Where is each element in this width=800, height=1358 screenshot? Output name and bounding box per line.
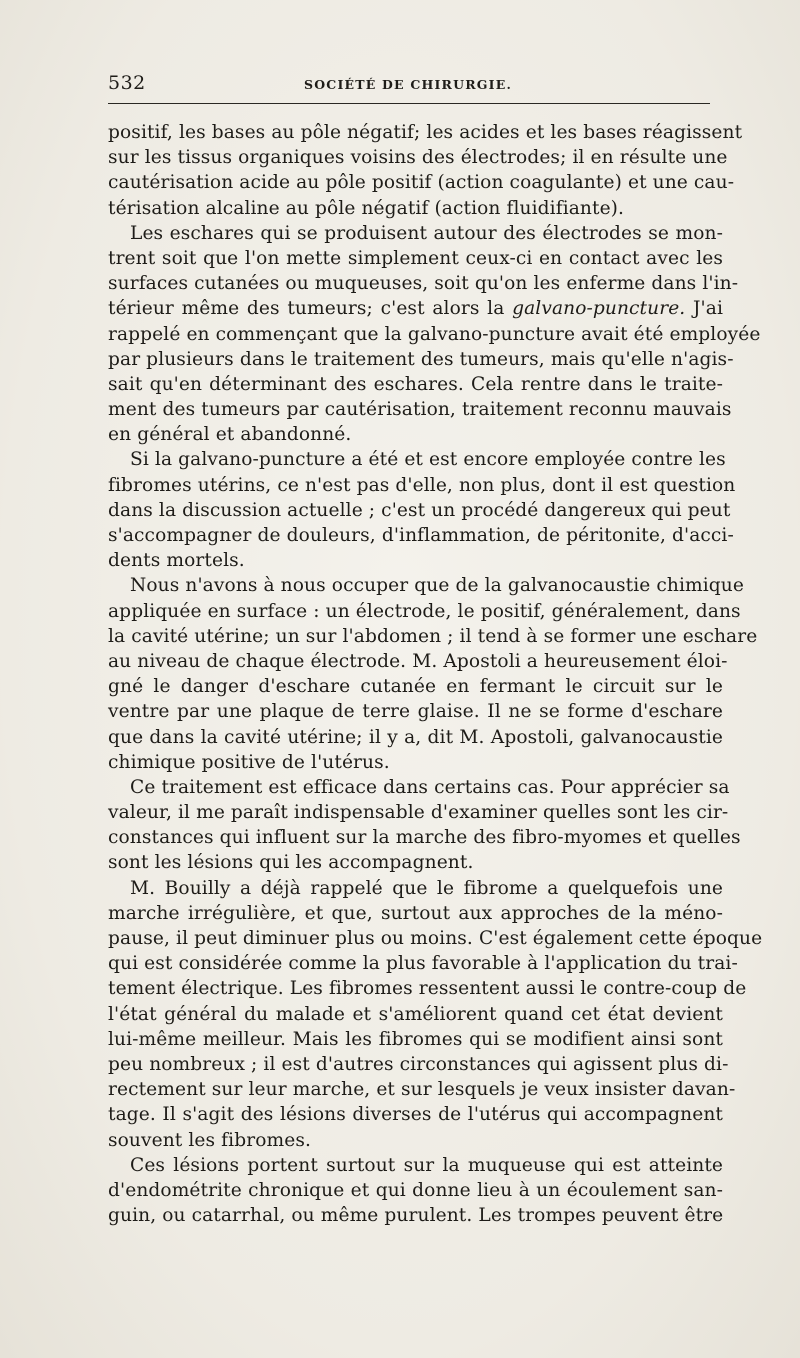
page-number: 532 [108, 72, 146, 94]
text-line: dans la discussion actuelle ; c'est un procédé dangereux qui peut [108, 499, 731, 521]
text-line: Ce traitement est efficace dans certains cas. Pour apprécier sa [130, 776, 730, 798]
text-line: térisation alcaline au pôle négatif (action fluidifiante). [108, 197, 625, 219]
text-line: M. Bouilly a déjà rappelé que le fibrome a quelquefois une [130, 877, 723, 899]
text-line: Si la galvano-puncture a été et est encore employée contre les [130, 449, 726, 471]
text-line: Les eschares qui se produisent autour des électrodes se mon- [130, 222, 723, 244]
body-text [108, 120, 763, 1228]
text-line: dents mortels. [108, 550, 245, 572]
italic-term: galvano-puncture. [512, 298, 686, 320]
text-line: Nous n'avons à nous occuper que de la galvanocaustie chimique [130, 575, 744, 597]
text-line: lui-même meilleur. Mais les fibromes qui se modifient ainsi sont [108, 1028, 723, 1050]
text-line: positif, les bases au pôle négatif; les acides et les bases réagissent [108, 122, 743, 143]
text-line: par plusieurs dans le traitement des tumeurs, mais qu'elle n'agis- [108, 348, 734, 370]
text-line: guin, ou catarrhal, ou même purulent. Les trompes peuvent être [108, 1205, 724, 1227]
text-line: appliquée en surface : un électrode, le positif, généralement, dans [108, 600, 741, 622]
text-line: au niveau de chaque électrode. M. Apostoli a heureusement éloi- [108, 650, 728, 672]
text-line: fibromes utérins, ce n'est pas d'elle, non plus, dont il est question [108, 474, 736, 496]
text-line: l'état général du malade et s'améliorent quand cet état devient [108, 1003, 723, 1025]
text-line: ment des tumeurs par cautérisation, traitement reconnu mauvais [108, 399, 732, 421]
text-line: cautérisation acide au pôle positif (action coagulante) et une cau- [108, 172, 735, 194]
text-line: gné le danger d'eschare cutanée en fermant le circuit sur le [108, 676, 723, 698]
text-line: sont les lésions qui les accompagnent. [108, 852, 474, 874]
text-line: marche irrégulière, et que, surtout aux approches de la méno- [108, 902, 723, 924]
header-rule [108, 103, 710, 104]
page-header [108, 70, 708, 100]
text-line: trent soit que l'on mette simplement ceux-ci en contact avec les [108, 247, 723, 269]
text-line: constances qui influent sur la marche des fibro-myomes et quelles [108, 827, 741, 849]
text-line: d'endométrite chronique et qui donne lieu à un écoulement san- [108, 1179, 723, 1201]
text-line: tage. Il s'agit des lésions diverses de l'utérus qui accompagnent [108, 1104, 723, 1126]
text-line: s'accompagner de douleurs, d'inflammation, de péritonite, d'acci- [108, 525, 734, 546]
text-line [108, 296, 723, 321]
text-line: surfaces cutanées ou muqueuses, soit qu'on les enferme dans l'in- [108, 273, 739, 295]
text-segment: J'ai [685, 298, 723, 320]
text-line: qui est considérée comme la plus favorable à l'application du trai- [108, 953, 738, 975]
text-line: la cavité utérine; un sur l'abdomen ; il tend à se former une eschare [108, 625, 758, 647]
text-line: tement électrique. Les fibromes ressentent aussi le contre-coup de [108, 978, 747, 1000]
text-line: rectement sur leur marche, et sur lesquels je veux insister davan- [108, 1079, 736, 1101]
text-line: valeur, il me paraît indispensable d'examiner quelles sont les cir- [108, 802, 729, 824]
text-line: rappelé en commençant que la galvano-puncture avait été employée [108, 323, 761, 345]
text-line: peu nombreux ; il est d'autres circonstances qui agissent plus di- [108, 1053, 729, 1075]
text-segment: térieur même des tumeurs; c'est alors la [108, 298, 513, 320]
text-line: que dans la cavité utérine; il y a, dit M. Apostoli, galvanocaustie [108, 726, 723, 748]
text-line: chimique positive de l'utérus. [108, 751, 390, 773]
text-line: ventre par une plaque de terre glaise. Il ne se forme d'eschare [108, 701, 723, 723]
text-line: sait qu'en déterminant des eschares. Cela rentre dans le traite- [108, 373, 723, 395]
text-line: en général et abandonné. [108, 424, 352, 446]
text-line: souvent les fibromes. [108, 1129, 311, 1151]
running-head: SOCIÉTÉ DE CHIRURGIE. [303, 77, 513, 92]
text-line: Ces lésions portent surtout sur la muqueuse qui est atteinte [130, 1154, 723, 1176]
text-line: pause, il peut diminuer plus ou moins. C'est également cette époque [108, 928, 763, 949]
text-line: sur les tissus organiques voisins des électrodes; il en résulte une [108, 147, 728, 169]
